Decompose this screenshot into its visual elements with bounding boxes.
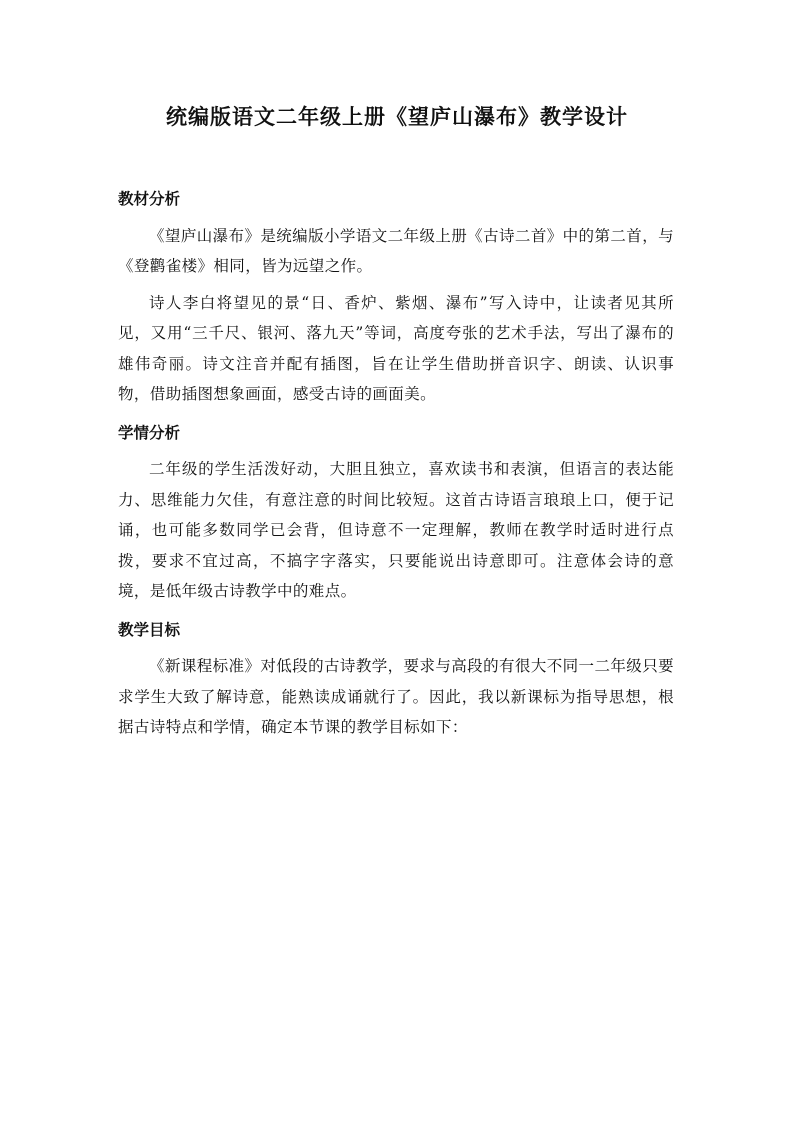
paragraph: 《望庐山瀑布》是统编版小学语文二年级上册《古诗二首》中的第二首，与《登鹳雀楼》相同，皆为远望之作。 <box>118 226 674 275</box>
section-student-analysis <box>118 418 674 607</box>
section-heading: 学情分析 <box>118 422 181 442</box>
section-textbook-analysis <box>118 184 674 410</box>
paragraph: 二年级的学生活泼好动，大胆且独立，喜欢读书和表演，但语言的表达能力、思维能力欠佳，有意注意的时间比较短。这首古诗语言琅琅上口，便于记诵，也可能多数同学已会背，但诗意不一定理解，教师在教学时适时进行点拨，要求不宜过高，不搞字字落实，只要能说出诗意即可。注意体会诗的意境，是低年级古诗教学中的难点。 <box>118 460 674 600</box>
paragraph: 诗人李白将望见的景“日、香炉、紫烟、瀑布”写入诗中，让读者见其所见，又用“三千尺、银河、落九天”等词，高度夸张的艺术手法，写出了瀑布的雄伟奇丽。诗文注音并配有插图，旨在让学生借助拼音识字、朗读、认识事物，借助插图想象画面，感受古诗的画面美。 <box>118 293 674 403</box>
section-teaching-objectives <box>118 615 674 743</box>
document-body <box>118 184 674 743</box>
paragraph: 《新课程标准》对低段的古诗教学，要求与高段的有很大不同一二年级只要求学生大致了解诗意，能熟读成诵就行了。因此，我以新课标为指导思想，根据古诗特点和学情，确定本节课的教学目标如下： <box>118 657 674 736</box>
section-heading: 教材分析 <box>118 189 181 208</box>
section-heading: 教学目标 <box>118 619 181 639</box>
document-title: 统编版语文二年级上册《望庐山瀑布》教学设计 <box>166 104 628 129</box>
